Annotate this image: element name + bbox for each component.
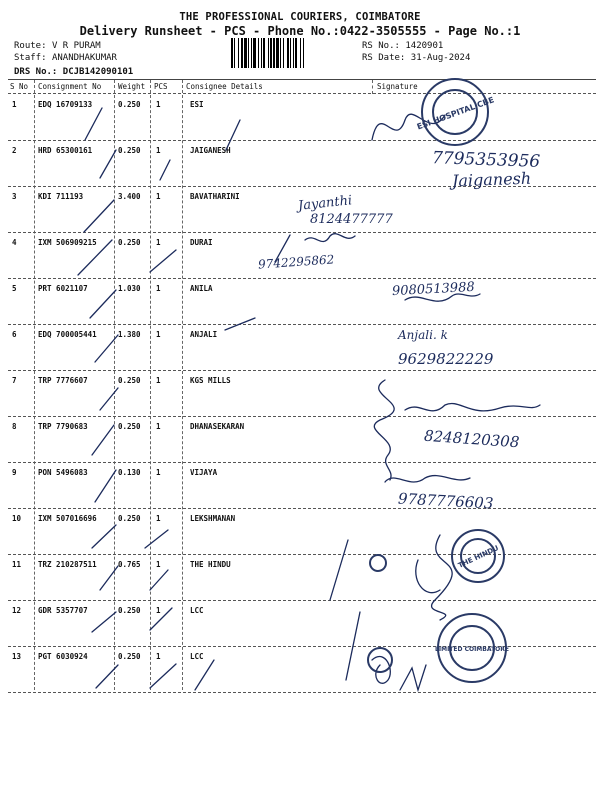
cell-consignee: KGS MILLS (190, 376, 231, 385)
cell-pcs: 1 (156, 652, 161, 661)
row-separator (8, 232, 596, 233)
route-block (14, 40, 133, 78)
col-header-consignee: Consignee Details (186, 82, 263, 91)
cell-consignee: LCC (190, 606, 204, 615)
cell-consignment: GDR 5357707 (38, 606, 88, 615)
barcode-bar (234, 38, 235, 68)
signature-stroke (374, 380, 394, 480)
tick-mark (92, 612, 116, 632)
cell-consignee: LEKSHMANAN (190, 514, 236, 523)
tick-mark (92, 525, 116, 548)
handwritten-phone: 9787776603 (397, 489, 494, 513)
barcode-bar (241, 38, 243, 68)
barcode-bar (276, 38, 279, 68)
cell-sno: 11 (12, 560, 22, 569)
tick-mark (145, 530, 168, 548)
cell-weight: 0.250 (118, 514, 141, 523)
cell-consignment: EDQ 16709133 (38, 100, 93, 109)
barcode-bar (253, 38, 256, 68)
cell-consignee: ESI (190, 100, 204, 109)
col-header-signature: Signature (377, 82, 418, 91)
lcc-stamp (368, 614, 506, 682)
cell-pcs: 1 (156, 330, 161, 339)
handwritten-phone: 9080513988 (391, 279, 476, 300)
handwritten-phone: 9742295862 (257, 252, 335, 272)
barcode-bar (248, 38, 249, 68)
cell-weight: 0.250 (118, 652, 141, 661)
signature-stroke (432, 535, 453, 620)
col-divider (182, 80, 183, 690)
cell-consignee: LCC (190, 652, 204, 661)
cell-pcs: 1 (156, 422, 161, 431)
rs-date-value: 31-Aug-2024 (410, 53, 471, 63)
cell-weight: 0.250 (118, 100, 141, 109)
cell-weight: 0.250 (118, 376, 141, 385)
tick-mark (90, 290, 116, 318)
cell-pcs: 1 (156, 560, 161, 569)
table-top-rule (8, 79, 596, 80)
barcode-bar (231, 38, 233, 68)
row-separator (8, 140, 596, 141)
signature-stroke (416, 560, 440, 593)
cell-consignee: JAIGANESH (190, 146, 231, 155)
barcode-bar (273, 38, 275, 68)
cell-weight: 0.250 (118, 606, 141, 615)
cell-pcs: 1 (156, 514, 161, 523)
cell-consignment: TRZ 210287511 (38, 560, 97, 569)
handwritten-phone: 8248120308 (423, 426, 520, 452)
drs-line: DRS No.: DCJB142090101 (14, 67, 134, 77)
row-separator (8, 416, 596, 417)
row-separator (8, 324, 596, 325)
cell-weight: 1.380 (118, 330, 141, 339)
row-separator (8, 600, 596, 601)
cell-sno: 1 (12, 100, 17, 109)
cell-pcs: 1 (156, 284, 161, 293)
cell-sno: 9 (12, 468, 17, 477)
cell-consignee: THE HINDU (190, 560, 231, 569)
cell-sno: 7 (12, 376, 17, 385)
handwritten-name: Jayanthi (297, 193, 353, 214)
barcode-bar (290, 38, 291, 68)
cell-pcs: 1 (156, 146, 161, 155)
cell-weight: 0.250 (118, 146, 141, 155)
document-title: THE PROFESSIONAL COURIERS, COIMBATORE (179, 11, 421, 23)
col-divider (34, 80, 35, 690)
cell-sno: 5 (12, 284, 17, 293)
col-header-pcs: PCS (154, 82, 168, 91)
tick-mark (100, 388, 118, 410)
cell-sno: 13 (12, 652, 22, 661)
barcode-bar (303, 38, 304, 68)
tick-mark (150, 250, 176, 272)
stamp-text: THE HINDU (456, 544, 500, 570)
barcode-bar (261, 38, 262, 68)
cell-sno: 6 (12, 330, 17, 339)
cell-consignee: ANJALI (190, 330, 218, 339)
cell-consignee: ANILA (190, 284, 213, 293)
barcode-bar (283, 38, 284, 68)
barcode (230, 38, 352, 68)
barcode-bar (287, 38, 289, 68)
cell-sno: 10 (12, 514, 22, 523)
row-separator (8, 554, 596, 555)
row-separator (8, 370, 596, 371)
cell-consignment: PGT 6030924 (38, 652, 88, 661)
rs-block (362, 40, 470, 64)
cell-sno: 12 (12, 606, 22, 615)
tick-mark (92, 425, 114, 455)
cell-consignment: EDQ 700005441 (38, 330, 97, 339)
tick-mark (150, 608, 172, 630)
route-value: V R PURAM (51, 41, 101, 51)
cell-consignment: KDI 711193 (38, 192, 84, 201)
barcode-bar (251, 38, 252, 68)
staff-line: Staff: ANANDHAKUMAR (14, 53, 117, 63)
tick-mark (84, 200, 114, 232)
cell-consignee: BAVATHARINI (190, 192, 240, 201)
row-separator (8, 462, 596, 463)
handwritten-name: Anjali. k (398, 328, 448, 342)
row-separator (8, 692, 596, 693)
row-separator (8, 508, 596, 509)
hindu-stamp (370, 530, 504, 582)
rs-no-value: 1420901 (405, 41, 444, 51)
barcode-bar (244, 38, 247, 68)
cell-weight: 1.030 (118, 284, 141, 293)
signature-stroke (305, 234, 355, 242)
col-divider (150, 80, 151, 690)
cell-consignment: PRT 6021107 (38, 284, 88, 293)
tick-mark (160, 160, 170, 180)
cell-sno: 4 (12, 238, 17, 247)
cell-consignment: IXM 506909215 (38, 238, 97, 247)
barcode-bar (293, 38, 294, 68)
header-bottom-rule (8, 93, 596, 94)
cell-weight: 0.250 (118, 422, 141, 431)
barcode-bar (300, 38, 301, 68)
cell-consignment: IXM 507016696 (38, 514, 97, 523)
rs-date-line: RS Date: 31-Aug-2024 (362, 53, 471, 63)
cell-weight: 0.250 (118, 238, 141, 247)
handwritten-phone: 9629822229 (398, 350, 494, 368)
cell-weight: 0.765 (118, 560, 141, 569)
cell-consignment: TRP 7776607 (38, 376, 88, 385)
barcode-bar (238, 38, 239, 68)
tick-mark (95, 470, 116, 502)
cell-sno: 3 (12, 192, 17, 201)
drs-value: DCJB142090101 (62, 67, 134, 77)
cell-sno: 2 (12, 146, 17, 155)
row-separator (8, 278, 596, 279)
document-subtitle: Delivery Runsheet - PCS - Phone No.:0422-3505555 - Page No.:1 (79, 24, 521, 38)
cell-consignment: PON 5496083 (38, 468, 88, 477)
tick-mark (150, 570, 168, 590)
barcode-bar (263, 38, 265, 68)
cell-pcs: 1 (156, 468, 161, 477)
cell-pcs: 1 (156, 192, 161, 201)
stamp-text: ESI HOSPITAL CBE (415, 95, 496, 132)
signature-stroke (372, 114, 445, 140)
tick-mark (150, 664, 176, 688)
handwritten-name: Jaiganesh (451, 168, 532, 191)
signature-stroke (330, 540, 348, 600)
tick-mark (85, 108, 102, 140)
stamp-text: LIMITED COIMBATORE (435, 646, 509, 653)
col-header-weight: Weight (118, 82, 146, 91)
handwritten-phone: 7795353956 (431, 148, 541, 172)
cell-consignee: VIJAYA (190, 468, 218, 477)
cell-consignee: DHANASEKARAN (190, 422, 245, 431)
barcode-bar (295, 38, 297, 68)
cell-weight: 3.400 (118, 192, 141, 201)
signature-stroke (405, 403, 540, 410)
row-separator (8, 646, 596, 647)
cell-pcs: 1 (156, 238, 161, 247)
col-divider (114, 80, 115, 690)
barcode-bar (270, 38, 272, 68)
barcode-bar (268, 38, 269, 68)
rs-no-line: RS No.: 1420901 (362, 41, 444, 51)
tick-mark (100, 566, 118, 590)
cell-consignment: HRD 65300161 (38, 146, 93, 155)
esi-stamp (422, 79, 488, 145)
cell-consignment: TRP 7790683 (38, 422, 88, 431)
col-header-sno: S No (10, 82, 29, 91)
handwritten-phone: 8124477777 (310, 212, 393, 227)
cell-pcs: 1 (156, 100, 161, 109)
tick-mark (195, 660, 214, 690)
cell-weight: 0.130 (118, 468, 141, 477)
cell-sno: 8 (12, 422, 17, 431)
signature-stroke (372, 657, 390, 684)
col-divider (372, 80, 373, 94)
staff-value: ANANDHAKUMAR (51, 53, 117, 63)
barcode-bar (280, 38, 281, 68)
col-header-consignment: Consignment No (38, 82, 102, 91)
route-line: Route: V R PURAM (14, 41, 101, 51)
cell-pcs: 1 (156, 606, 161, 615)
cell-consignee: DURAI (190, 238, 213, 247)
cell-pcs: 1 (156, 376, 161, 385)
signature-stroke (385, 476, 470, 482)
barcode-bar (258, 38, 259, 68)
signature-stroke (400, 665, 426, 690)
